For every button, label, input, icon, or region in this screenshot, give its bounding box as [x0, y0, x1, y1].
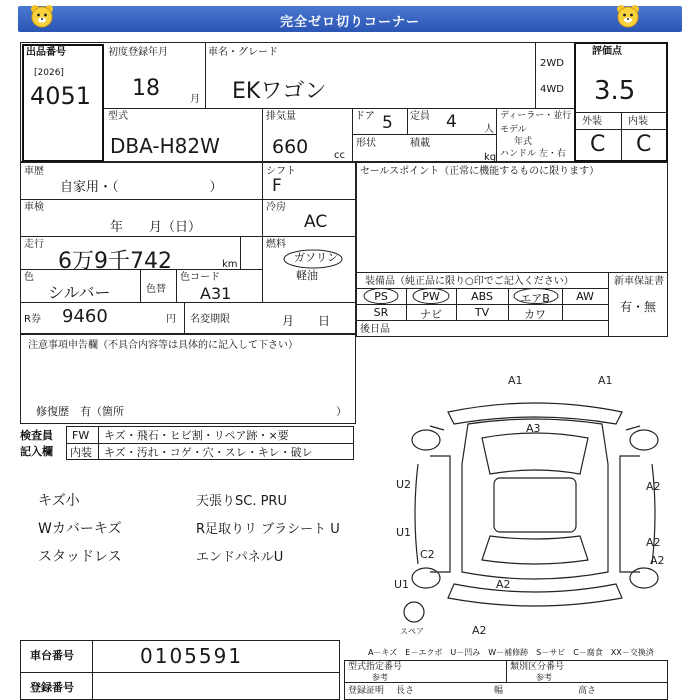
first-reg-month-unit: 月: [190, 94, 200, 105]
header-banner: [18, 6, 682, 32]
color-code-label: 色コード: [180, 272, 220, 283]
model-label: 型式: [108, 111, 128, 122]
mileage-unit: km: [222, 259, 238, 270]
type-cert-label: 型式指定番号: [348, 662, 403, 672]
mileage-label: 走行: [24, 239, 44, 250]
drive-2wd: 2WD: [540, 58, 564, 69]
damage-mark-u2-left: U2: [396, 478, 412, 491]
type-cert-sub: 参考: [372, 673, 388, 682]
mileage-value: 6万9千742: [58, 249, 172, 274]
fuel-label: 燃料: [266, 239, 286, 250]
note-left-1: キズ小: [38, 493, 80, 509]
damage-mark-u1-left-door: U1: [396, 526, 412, 539]
inspector-row-2: キズ・汚れ・コゲ・穴・スレ・キレ・破レ: [104, 446, 313, 459]
class-num-sub: 参考: [536, 673, 552, 682]
warranty-label: 新車保証書: [614, 276, 664, 287]
history-value: 自家用・（ ）: [60, 180, 223, 195]
car-name-value: EKワゴン: [232, 79, 327, 104]
inspector-row-1: キズ・飛石・ヒビ割・リペア跡・×要: [104, 429, 289, 442]
rear-seat-label: 後日品: [360, 324, 390, 335]
model-value: DBA-H82W: [110, 134, 220, 158]
inspector-label-1: 検査員: [20, 429, 53, 442]
damage-mark-a1-front-right: A1: [598, 374, 613, 387]
displacement-value: 660: [272, 136, 309, 158]
cooler-label: 冷房: [266, 202, 286, 213]
damage-mark-a2-right-rear: A2: [650, 554, 665, 567]
load-unit: kg: [484, 152, 497, 163]
note-right-1: 天張りSC. PRU: [196, 494, 287, 509]
damage-mark-a2-rear-bumper: A2: [472, 624, 487, 637]
chassis-value: 0105591: [140, 644, 244, 668]
damage-mark-a2-right-front: A2: [646, 480, 661, 493]
dealer-handle-label: ハンドル 左・右: [500, 149, 566, 159]
fuel-gasoline: ガソリン: [294, 251, 338, 264]
damage-mark-a2-rear-glass: A2: [496, 578, 511, 591]
damage-mark-u1-rear-left: U1: [394, 578, 410, 591]
dealer-model-label: モデル: [500, 125, 527, 135]
equipment-sr: SR: [373, 306, 389, 319]
capacity-unit: 人: [484, 124, 494, 135]
class-num-label: 類別区分番号: [510, 662, 565, 672]
width-label: 幅: [494, 686, 504, 696]
inspection-value: 年 月（日）: [110, 220, 202, 235]
notice-label: 注意事項申告欄（不具合内容等は具体的に記入して下さい）: [28, 340, 298, 351]
lot-year-tag: [2026]: [34, 68, 64, 78]
damage-mark-c2: C2: [420, 548, 435, 561]
damage-mark-a1-front-left: A1: [508, 374, 523, 387]
damage-legend: A－キズ E－エクボ U－凹み W－補修跡 S－サビ C－腐食 XX－交換済: [368, 648, 654, 657]
note-right-2: R足取りリ ブラシート U: [196, 522, 340, 537]
displacement-unit: cc: [334, 150, 345, 161]
doors-value: 5: [382, 113, 393, 133]
drive-4wd: 4WD: [540, 84, 564, 95]
exterior-label: 外装: [582, 116, 602, 127]
sales-point-label: セールスポイント（正常に機能するものに限ります）: [360, 166, 600, 177]
history-label: 車歴: [24, 166, 44, 177]
note-right-3: エンドパネルU: [196, 550, 284, 565]
equipment-navi: ナビ: [420, 308, 442, 321]
banner-title: 完全ゼロ切りコーナー: [279, 15, 420, 30]
shift-label: シフト: [266, 166, 296, 177]
fuel-circle-mark: [282, 248, 344, 270]
equipment-tv: TV: [474, 306, 490, 319]
color-code-value: A31: [200, 284, 232, 303]
repair-close: ）: [336, 405, 347, 418]
equipment-ps: PS: [374, 290, 388, 303]
car-damage-diagram: [390, 372, 680, 640]
grade-label: 評価点: [592, 46, 622, 57]
equipment-circle-marks: [360, 287, 610, 305]
fuel-diesel: 軽油: [296, 269, 318, 282]
length-label: 長さ: [396, 686, 415, 696]
inspection-label: 車検: [24, 202, 44, 213]
equipment-pw: PW: [422, 290, 440, 303]
cooler-value: AC: [304, 212, 328, 232]
equipment-airbag: エアB: [520, 292, 550, 305]
load-label: 積載: [410, 138, 430, 149]
note-left-3: スタッドレス: [38, 549, 122, 565]
damage-mark-a2-right-door: A2: [646, 536, 661, 549]
capacity-value: 4: [446, 112, 457, 132]
first-reg-label: 初度登録年月: [108, 47, 168, 58]
lot-number: 4051: [30, 82, 92, 110]
chassis-label: 車台番号: [30, 649, 74, 662]
dealer-year-label: 年式: [514, 137, 533, 147]
damage-mark-a3-hood: A3: [526, 422, 541, 435]
dealer-label: ディーラー・並行: [500, 111, 572, 121]
warranty-value: 有・無: [620, 300, 657, 314]
name-label: 車名・グレード: [208, 47, 278, 58]
color-value: シルバー: [48, 283, 111, 302]
displacement-label: 排気量: [266, 111, 296, 122]
mascot-bear-icon: [28, 2, 56, 30]
lot-label: 出品番号: [26, 47, 66, 58]
color-label: 色: [24, 272, 34, 283]
registration-label: 登録番号: [30, 681, 74, 694]
height-label: 高さ: [578, 686, 597, 696]
spare-label: スペア: [400, 627, 424, 636]
equipment-abs: ABS: [471, 290, 493, 303]
shape-label: 形状: [356, 138, 376, 149]
equipment-label: 装備品（純正品に限り○印でご記入ください）: [365, 276, 574, 287]
reg-info-label: 登録証明: [348, 686, 385, 696]
interior-label: 内装: [628, 116, 648, 127]
inspector-label-2: 記入欄: [20, 445, 53, 458]
mascot-bear-icon: [614, 2, 642, 30]
note-left-2: Wカバーキズ: [38, 521, 122, 537]
name-change-value: 月 日: [282, 314, 331, 328]
recycle-unit: 円: [166, 314, 176, 325]
equipment-aw: AW: [576, 290, 594, 303]
recycle-label: R券: [24, 314, 41, 325]
inspector-fw-tag: FW: [72, 429, 90, 442]
capacity-label: 定員: [410, 111, 430, 122]
shift-value: F: [272, 176, 282, 196]
exterior-grade: C: [590, 132, 606, 157]
repair-label: 修復歴 有（箇所: [36, 405, 124, 418]
inspector-interior-tag: 内装: [70, 446, 92, 459]
recycle-value: 9460: [62, 306, 108, 327]
color-orig-label: 色替: [146, 284, 166, 295]
first-reg-value: 18: [132, 76, 160, 101]
doors-label: ドア: [355, 111, 375, 122]
name-change-label: 名変期限: [190, 314, 230, 325]
equipment-leather: カワ: [524, 308, 546, 321]
interior-grade: C: [636, 132, 652, 157]
grade-value: 3.5: [594, 76, 636, 106]
